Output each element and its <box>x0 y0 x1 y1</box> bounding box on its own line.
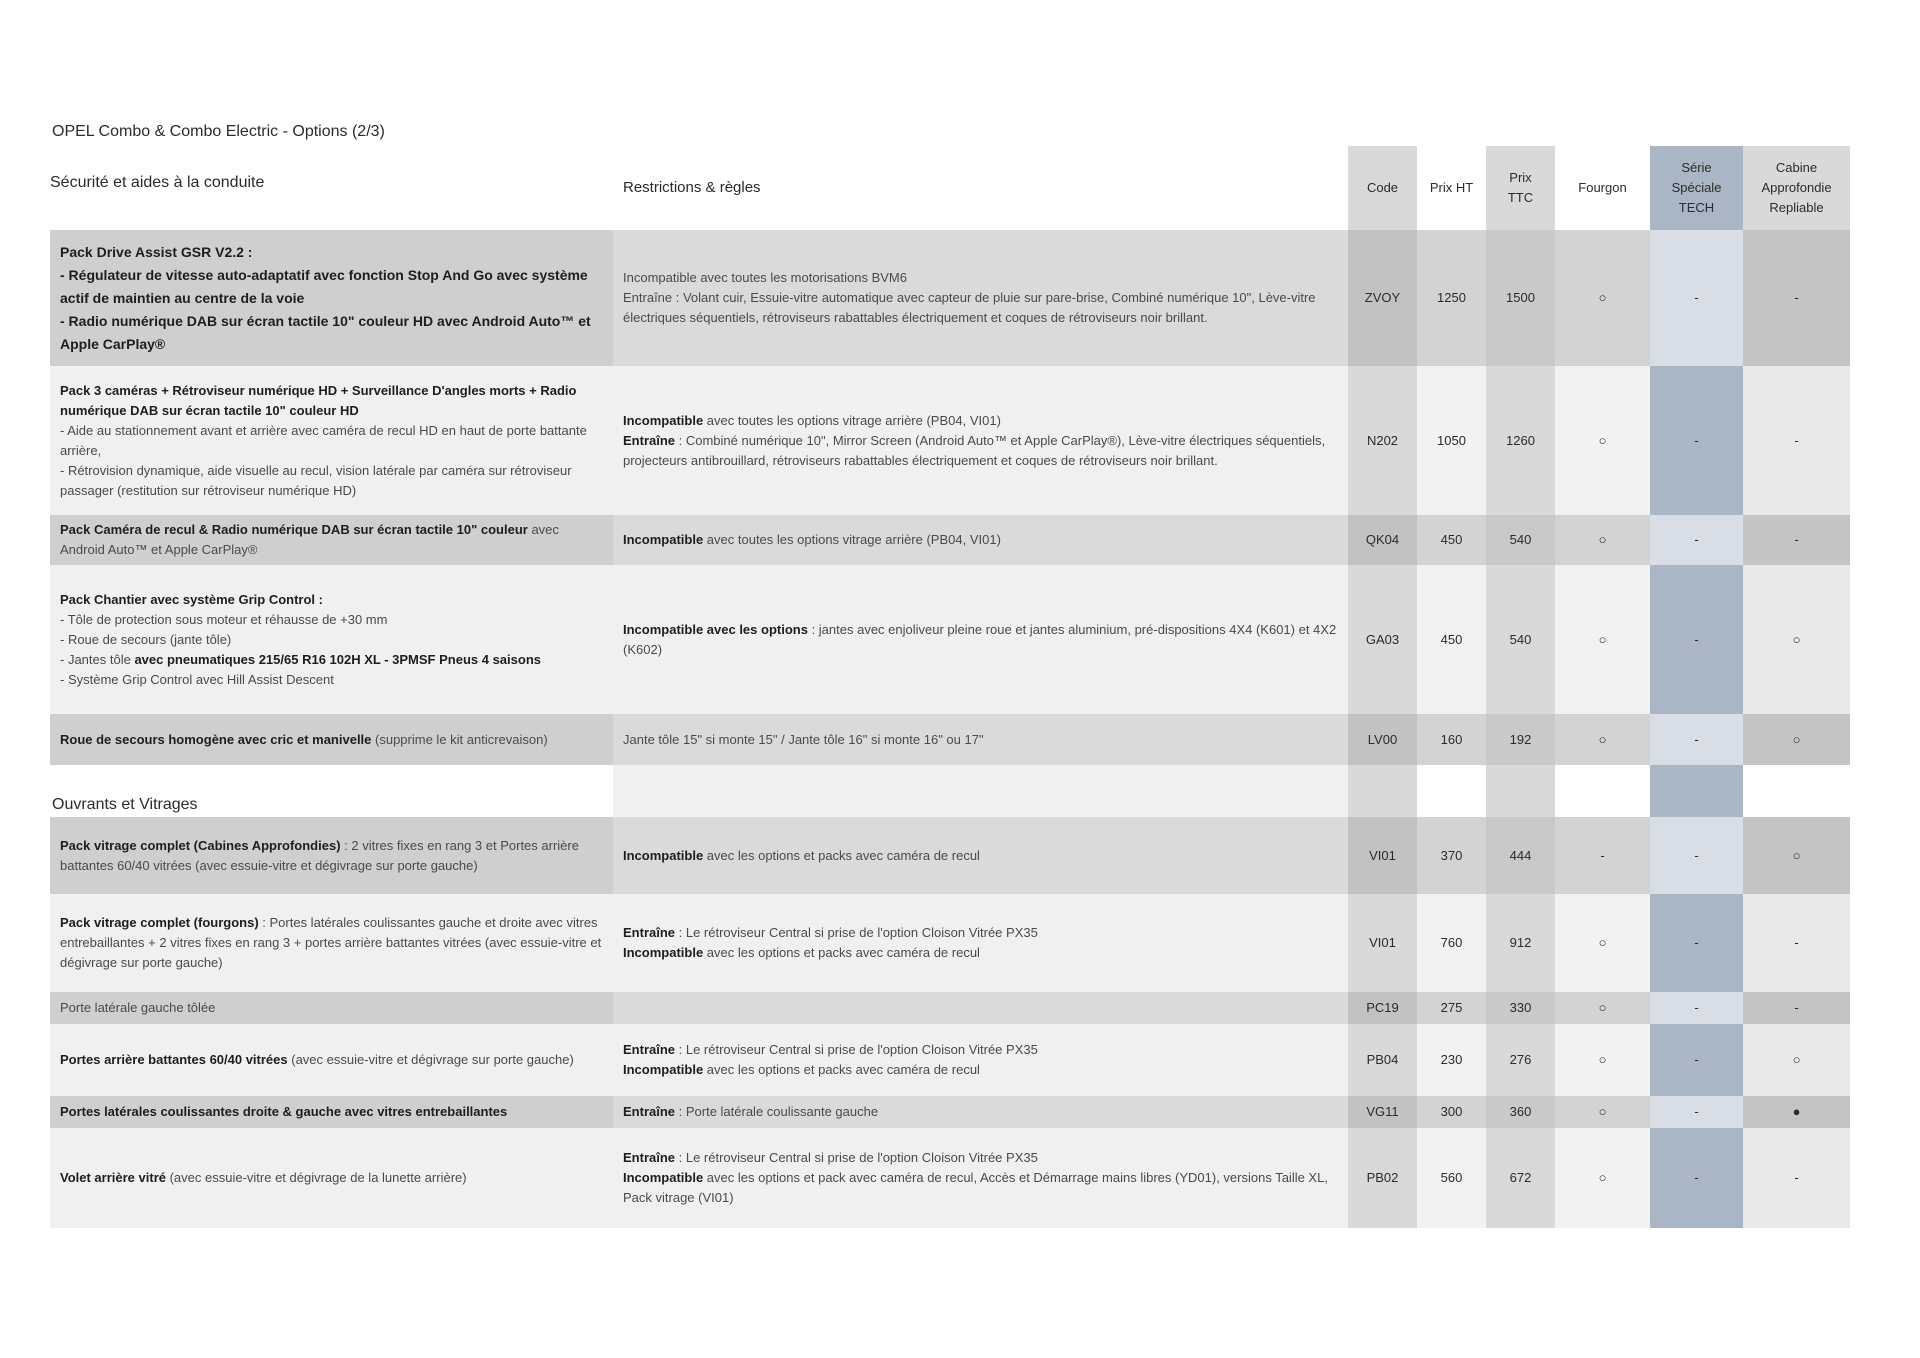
prix-ht-cell: 300 <box>1417 1096 1486 1128</box>
cabine-cell: - <box>1743 992 1850 1024</box>
header-serie-line1: Série <box>1681 160 1712 175</box>
tech-cell: - <box>1650 714 1743 765</box>
option-cell <box>50 992 613 1024</box>
tech-cell: - <box>1650 1096 1743 1128</box>
option-cell <box>50 366 613 515</box>
spacer-cell <box>1348 765 1417 817</box>
restriction-text: avec les options et packs avec caméra de recul <box>703 945 980 960</box>
option-text: : Portes latérales coulissantes gauche et droite avec vitres entrebaillantes + 2 vitres fixes en rang 3 + portes arrière battantes vitrées (avec essuie-vitre et dégivrage sur porte gauche) <box>60 915 602 970</box>
restriction-bold: Incompatible <box>623 847 704 863</box>
header-code-label: Code <box>1366 180 1399 195</box>
option-text: (avec essuie-vitre et dégivrage sur porte gauche) <box>287 1052 574 1067</box>
restriction-bold: Entraîne <box>623 1104 676 1119</box>
header-fourgon <box>1555 146 1650 230</box>
header-code <box>1348 146 1417 230</box>
table-row <box>50 817 1850 894</box>
option-line: - Aide au stationnement avant et arrière avec caméra de recul HD en haut de porte battante arrière, <box>60 422 587 458</box>
prix-ttc-cell: 540 <box>1486 565 1555 714</box>
option-line: - Régulateur de vitesse auto-adaptatif avec fonction Stop And Go avec système actif de maintien au centre de la voie <box>60 266 588 306</box>
option-title: Pack Drive Assist GSR V2.2 : <box>60 243 253 260</box>
option-bold: Pack vitrage complet (Cabines Approfondies) <box>60 837 341 853</box>
code-cell: GA03 <box>1348 565 1417 714</box>
header-fourgon-label: Fourgon <box>1578 180 1627 195</box>
table-row <box>50 894 1850 992</box>
header-prix-ttc <box>1486 146 1555 230</box>
prix-ttc-cell: 330 <box>1486 992 1555 1024</box>
option-cell <box>50 894 613 992</box>
option-bold: Portes latérales coulissantes droite & gauche avec vitres entrebaillantes <box>60 1104 508 1119</box>
spacer-cell <box>613 765 1348 817</box>
document-title: OPEL Combo & Combo Electric - Options (2/3) <box>52 123 385 140</box>
restriction-line: Incompatible avec toutes les motorisations BVM6 <box>623 270 907 285</box>
restrictions-cell <box>613 366 1348 515</box>
code-cell: LV00 <box>1348 714 1417 765</box>
tech-cell: - <box>1650 515 1743 565</box>
option-cell <box>50 515 613 565</box>
prix-ttc-cell: 1500 <box>1486 230 1555 366</box>
option-bold: Pack vitrage complet (fourgons) <box>60 915 259 930</box>
fourgon-cell: ○ <box>1555 714 1650 765</box>
prix-ttc-cell: 540 <box>1486 515 1555 565</box>
option-line: - Roue de secours (jante tôle) <box>60 631 232 647</box>
header-prix-ttc-label: Prix TTC <box>1507 170 1534 205</box>
prix-ht-cell: 450 <box>1417 515 1486 565</box>
prix-ttc-cell: 912 <box>1486 894 1555 992</box>
option-cell <box>50 1024 613 1096</box>
header-serie-line2: Spéciale <box>1671 180 1722 195</box>
table-row <box>50 1096 1850 1128</box>
tech-cell: - <box>1650 565 1743 714</box>
cabine-cell: ○ <box>1743 1024 1850 1096</box>
restriction-text: avec toutes les options vitrage arrière (PB04, VI01) <box>703 412 1001 428</box>
header-cabine <box>1743 146 1850 230</box>
restriction-text: : jantes avec enjoliveur pleine roue et jantes aluminium, pré-dispositions 4X4 (K601) et 4X2 (K602) <box>623 621 1337 657</box>
restriction-bold: Incompatible <box>623 945 704 960</box>
cabine-cell: ○ <box>1743 714 1850 765</box>
tech-cell: - <box>1650 992 1743 1024</box>
table-row <box>50 366 1850 515</box>
restrictions-cell <box>613 817 1348 894</box>
option-cell <box>50 565 613 714</box>
prix-ht-cell: 230 <box>1417 1024 1486 1096</box>
cabine-cell: - <box>1743 515 1850 565</box>
cabine-cell: - <box>1743 230 1850 366</box>
prix-ttc-cell: 444 <box>1486 817 1555 894</box>
tech-cell: - <box>1650 230 1743 366</box>
cabine-cell: - <box>1743 1128 1850 1228</box>
option-text: (supprime le kit anticrevaison) <box>371 731 548 747</box>
fourgon-cell: ○ <box>1555 1024 1650 1096</box>
restrictions-cell <box>613 714 1348 765</box>
option-line: - Jantes tôle <box>60 651 135 667</box>
restriction-text: avec les options et pack avec caméra de recul, Accès et Démarrage mains libres (YD01), versions Taille XL, Pack vitrage (VI01) <box>623 1170 1328 1205</box>
option-line: - Radio numérique DAB sur écran tactile 10" couleur HD avec Android Auto™ et Apple CarPlay® <box>60 312 591 352</box>
header-cabine-line2: Approfondie <box>1761 180 1832 195</box>
fourgon-cell: ○ <box>1555 1096 1650 1128</box>
restrictions-cell <box>613 1096 1348 1128</box>
code-cell: QK04 <box>1348 515 1417 565</box>
cabine-cell: ○ <box>1743 817 1850 894</box>
restriction-line: Entraîne : Volant cuir, Essuie-vitre automatique avec capteur de pluie sur pare-brise, Combiné numérique 10", Lève-vitre électriques séquentiels, rétroviseurs rabattables électriquement et coques de rétroviseurs noir brillant. <box>623 290 1316 325</box>
code-cell: PB04 <box>1348 1024 1417 1096</box>
tech-cell: - <box>1650 817 1743 894</box>
option-bold: Portes arrière battantes 60/40 vitrées <box>60 1052 288 1067</box>
header-cabine-line1: Cabine <box>1775 160 1818 175</box>
option-line: - Rétrovision dynamique, aide visuelle au recul, vision latérale par caméra sur rétroviseur passager (restitution sur rétroviseur numérique HD) <box>60 462 572 498</box>
fourgon-cell: ○ <box>1555 894 1650 992</box>
restrictions-cell <box>613 565 1348 714</box>
option-bold: Volet arrière vitré <box>60 1170 166 1185</box>
spacer-cell <box>1650 765 1743 817</box>
restriction-text: avec les options et packs avec caméra de recul <box>703 847 980 863</box>
prix-ht-cell: 370 <box>1417 817 1486 894</box>
code-cell: VI01 <box>1348 894 1417 992</box>
spacer-cell <box>1417 765 1486 817</box>
tech-cell: - <box>1650 894 1743 992</box>
restriction-bold: Incompatible <box>623 412 704 428</box>
option-cell <box>50 1128 613 1228</box>
prix-ht-cell: 1050 <box>1417 366 1486 515</box>
prix-ht-cell: 275 <box>1417 992 1486 1024</box>
restriction-bold: Incompatible <box>623 532 704 547</box>
restriction-text: : Le rétroviseur Central si prise de l'option Cloison Vitrée PX35 <box>675 1042 1038 1057</box>
spacer-cell <box>1555 765 1650 817</box>
option-line-bold: avec pneumatiques 215/65 R16 102H XL - 3PMSF Pneus 4 saisons <box>134 651 541 667</box>
restriction-text: : Le rétroviseur Central si prise de l'option Cloison Vitrée PX35 <box>675 1150 1038 1165</box>
option-cell <box>50 714 613 765</box>
code-cell: PB02 <box>1348 1128 1417 1228</box>
restriction-bold: Incompatible <box>623 1170 704 1185</box>
option-bold: Pack Caméra de recul & Radio numérique DAB sur écran tactile 10" couleur <box>60 522 528 537</box>
prix-ttc-cell: 672 <box>1486 1128 1555 1228</box>
options-table-container <box>50 146 1850 1228</box>
table-row <box>50 230 1850 366</box>
option-title: Pack Chantier avec système Grip Control : <box>60 591 323 607</box>
table-row <box>50 992 1850 1024</box>
option-cell <box>50 173 613 366</box>
option-text: Porte latérale gauche tôlée <box>60 1000 216 1015</box>
tech-cell: - <box>1650 1128 1743 1228</box>
header-row <box>50 146 1850 230</box>
restriction-text: avec les options et packs avec caméra de recul <box>703 1062 980 1077</box>
prix-ttc-cell: 1260 <box>1486 366 1555 515</box>
table-row <box>50 714 1850 765</box>
restriction-text: Jante tôle 15" si monte 15" / Jante tôle 16" si monte 16" ou 17" <box>623 731 984 747</box>
restriction-bold: Entraîne <box>623 925 676 940</box>
prix-ttc-cell: 360 <box>1486 1096 1555 1128</box>
table-row <box>50 1024 1850 1096</box>
options-table <box>50 146 1850 1228</box>
restrictions-cell <box>613 515 1348 565</box>
restriction-bold: Entraîne <box>623 1042 676 1057</box>
option-line: - Tôle de protection sous moteur et réhausse de +30 mm <box>60 611 388 627</box>
header-restrictions <box>613 146 1348 230</box>
option-text: avec Android Auto™ et Apple CarPlay® <box>60 522 559 557</box>
restriction-text: : Porte latérale coulissante gauche <box>675 1104 879 1119</box>
restriction-text: : Combiné numérique 10", Mirror Screen (Android Auto™ et Apple CarPlay®), Lève-vitre électriques séquentiels, projecteurs antibrouillard, rétroviseurs rabattables électriquement et coques de rétroviseurs noir brillant. <box>623 432 1326 468</box>
cabine-cell: - <box>1743 366 1850 515</box>
table-row <box>50 1128 1850 1228</box>
restriction-bold: Entraîne <box>623 1150 676 1165</box>
cabine-cell: ○ <box>1743 565 1850 714</box>
restriction-text: avec toutes les options vitrage arrière (PB04, VI01) <box>703 532 1001 547</box>
code-cell: N202 <box>1348 366 1417 515</box>
header-prix-ht <box>1417 146 1486 230</box>
prix-ht-cell: 1250 <box>1417 230 1486 366</box>
prix-ht-cell: 760 <box>1417 894 1486 992</box>
restriction-text: : Le rétroviseur Central si prise de l'option Cloison Vitrée PX35 <box>675 925 1038 940</box>
fourgon-cell: ○ <box>1555 992 1650 1024</box>
option-title: Pack 3 caméras + Rétroviseur numérique HD + Surveillance D'angles morts + Radio numérique DAB sur écran tactile 10" couleur HD <box>60 382 577 418</box>
header-serie-line3: TECH <box>1678 200 1715 215</box>
prix-ht-cell: 560 <box>1417 1128 1486 1228</box>
restriction-bold: Incompatible avec les options <box>623 621 808 637</box>
spacer-cell <box>1743 765 1850 817</box>
header-serie-speciale <box>1650 146 1743 230</box>
fourgon-cell: - <box>1555 817 1650 894</box>
cabine-cell: ● <box>1743 1096 1850 1128</box>
restrictions-cell <box>613 1128 1348 1228</box>
table-row <box>50 565 1850 714</box>
fourgon-cell: ○ <box>1555 515 1650 565</box>
section-securite: Sécurité et aides à la conduite <box>50 171 270 194</box>
code-cell: ZVOY <box>1348 230 1417 366</box>
restrictions-cell <box>613 992 1348 1024</box>
tech-cell: - <box>1650 366 1743 515</box>
restriction-bold: Entraîne <box>623 432 676 448</box>
spacer-cell <box>1486 765 1555 817</box>
restriction-bold: Incompatible <box>623 1062 704 1077</box>
option-cell <box>50 817 613 894</box>
fourgon-cell: ○ <box>1555 366 1650 515</box>
prix-ht-cell: 160 <box>1417 714 1486 765</box>
cabine-cell: - <box>1743 894 1850 992</box>
header-cabine-line3: Repliable <box>1769 200 1824 215</box>
section-ouvrants: Ouvrants et Vitrages <box>50 765 613 817</box>
tech-cell: - <box>1650 1024 1743 1096</box>
option-text: (avec essuie-vitre et dégivrage de la lunette arrière) <box>165 1170 467 1185</box>
prix-ht-cell: 450 <box>1417 565 1486 714</box>
restrictions-cell <box>613 1024 1348 1096</box>
fourgon-cell: ○ <box>1555 230 1650 366</box>
code-cell: VG11 <box>1348 1096 1417 1128</box>
header-restrictions-label: Restrictions & règles <box>623 179 761 196</box>
header-prix-ht-label: Prix HT <box>1429 180 1474 195</box>
option-bold: Roue de secours homogène avec cric et manivelle <box>60 731 372 747</box>
prix-ttc-cell: 276 <box>1486 1024 1555 1096</box>
option-text: : 2 vitres fixes en rang 3 et Portes arrière battantes 60/40 vitrées (avec essuie-vitre et dégivrage sur porte gauche) <box>60 837 579 873</box>
option-cell <box>50 1096 613 1128</box>
table-row <box>50 515 1850 565</box>
code-cell: VI01 <box>1348 817 1417 894</box>
option-line: - Système Grip Control avec Hill Assist Descent <box>60 671 334 687</box>
restrictions-cell <box>613 230 1348 366</box>
fourgon-cell: ○ <box>1555 1128 1650 1228</box>
restrictions-cell <box>613 894 1348 992</box>
fourgon-cell: ○ <box>1555 565 1650 714</box>
prix-ttc-cell: 192 <box>1486 714 1555 765</box>
code-cell: PC19 <box>1348 992 1417 1024</box>
section-row <box>50 765 1850 817</box>
